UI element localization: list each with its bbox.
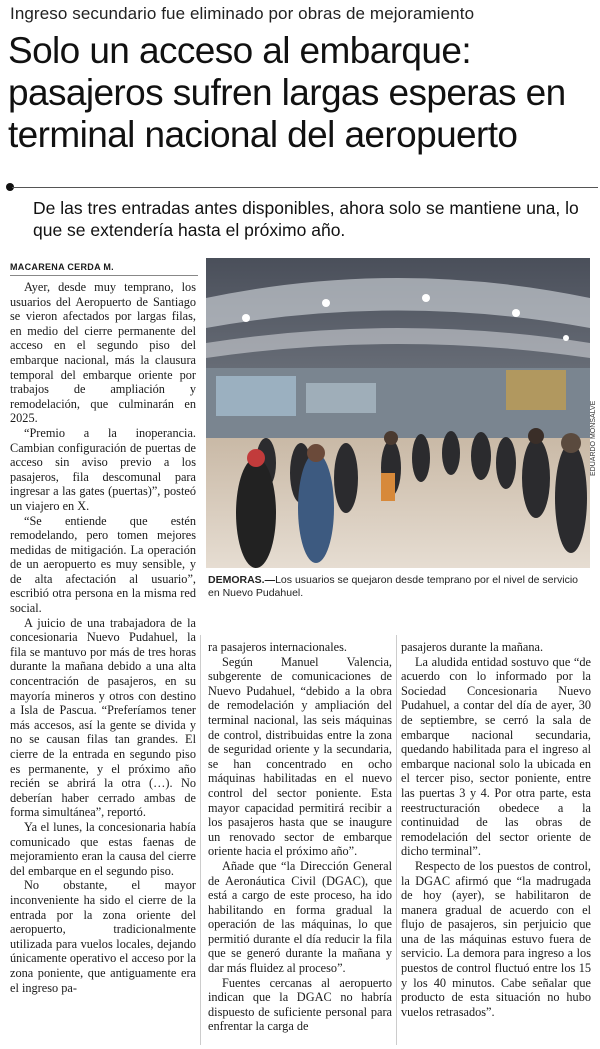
headline	[8, 30, 598, 156]
divider	[12, 187, 598, 188]
paragraph: Respecto de los puestos de control, la DGAC afirmó que “la madrugada de hoy (ayer), se habilitaron de manera gradual de acuerdo con el flujo de pasajeros, sin perjuicio que una de las máquinas estuvo fuera de servicio. La demora para ingreso a los puestos de control fluctuó entre los 15 y los 40 minutos. Cabe señalar que producto de esta situación no hubo vuelos retrasados”.	[401, 858, 591, 1019]
byline: MACARENA CERDA M.	[10, 262, 114, 272]
column-3	[401, 640, 591, 1019]
paragraph: Fuentes cercanas al aeropuerto indican que la DGAC no habría dispuesto de suficiente personal para enfrentar la carga de	[208, 975, 392, 1034]
paragraph: pasajeros durante la mañana.	[401, 640, 544, 654]
photo-caption	[208, 574, 592, 600]
byline-rule	[10, 275, 198, 276]
paragraph: A juicio de una trabajadora de la concesionaria Nuevo Pudahuel, la fila se mantuvo por más de tres horas durante la mañana debido a una alta concentración de pasajeros, en su mayoría mineros y otros con destino a Isla de Pascua. “Preferíamos tener más accesos, así la gente se divida y no se causan filas tan grandes. El cierre de la entrada en segundo piso es permanente, y el próximo año recién se abrirá la otra (…). No deberían haber cerrado ambas de forma simultánea”, reportó.	[10, 615, 196, 820]
deck: De las tres entradas antes disponibles, ahora solo se mantiene una, lo que se extendería hasta el próximo año.	[33, 198, 579, 240]
kicker: Ingreso secundario fue eliminado por obras de mejoramiento	[10, 4, 475, 23]
headline-line-2: pasajeros sufren largas esperas en	[8, 72, 566, 113]
headline-line-1: Solo un acceso al embarque:	[8, 30, 472, 71]
column-2	[208, 640, 392, 1034]
paragraph: ra pasajeros internacionales.	[208, 640, 347, 654]
caption-lead: DEMORAS.—	[208, 574, 276, 586]
photo-credit: EDUARDO MONSALVE	[590, 400, 597, 476]
column-divider	[200, 635, 201, 1045]
headline-line-3: terminal nacional del aeropuerto	[8, 114, 518, 155]
paragraph: Añade que “la Dirección General de Aeronáutica Civil (DGAC), que está a cargo de este proceso, ha ido habilitando en forma gradual la operación de las máquinas, lo que permitió durante el día reducir la fila que se generó durante la mañana y dar más fluidez al proceso”.	[208, 858, 392, 976]
paragraph: Según Manuel Valencia, subgerente de comunicaciones de Nuevo Pudahuel, “debido a la obra de remodelación y ampliación del terminal nacional, las seis máquinas de control, distribuidas entre la zona de seguridad oriente y la secundaria, se han concentrado en ocho máquinas habilitadas en el nuevo control del sector poniente. Esta mayor capacidad permitirá recibir a los pasajeros hasta que se inaugure un renovado sector de embarque oriente hacia el próximo año”.	[208, 654, 392, 859]
paragraph: Ayer, desde muy temprano, los usuarios del Aeropuerto de Santiago se vieron afectados por largas filas, en medio del cierre permanente del acceso en el segundo piso del embarque nacional, más la clausura temporal del embarque oriente por trabajos de ampliación y remodelación, que culminarán en 2025.	[10, 280, 196, 426]
caption-text: Los usuarios se quejaron desde temprano por el nivel de servicio en Nuevo Pudahuel.	[208, 574, 579, 599]
paragraph: No obstante, el mayor inconveniente ha sido el cierre de la entrada por la zona oriente del aeropuerto, tradicionalmente utilizada para vuelos locales, dejando únicamente operativo el acceso por la zona poniente, que antiguamente era el ingreso pa-	[10, 878, 196, 995]
paragraph: La aludida entidad sostuvo que “de acuerdo con lo informado por la Sociedad Concesionaria Nuevo Pudahuel, a contar del día de ayer, 30 de septiembre, se cerró la sala de embarque nacional secundaria, quedando habilitada para el ingreso al embarque nacional solo la ubicada en el tercer piso, sector poniente, entre las puertas 3 y 4. Por otra parte, esta reestructuración obedece a la continuidad de las obras de remodelación del sector oriente de dicho terminal”.	[401, 654, 591, 859]
column-1	[10, 280, 196, 995]
paragraph: Ya el lunes, la concesionaria había comunicado que estas faenas de mejoramiento eran la causa del cierre del embarque en el segundo piso.	[10, 819, 196, 878]
airport-photo	[206, 258, 590, 568]
paragraph: “Premio a la inoperancia. Cambian configuración de puertas de acceso sin aviso previo a los pasajeros, fila descomunal para ingresar a las gates (puertas)”, posteó un viajero en X.	[10, 425, 196, 513]
paragraph: “Se entiende que estén remodelando, pero tomen mejores medidas de mitigación. La operación de un aeropuerto es muy sensible, y de alta afectación al usuario”, escribió otra persona en la misma red social.	[10, 513, 196, 616]
column-divider	[396, 635, 397, 1045]
